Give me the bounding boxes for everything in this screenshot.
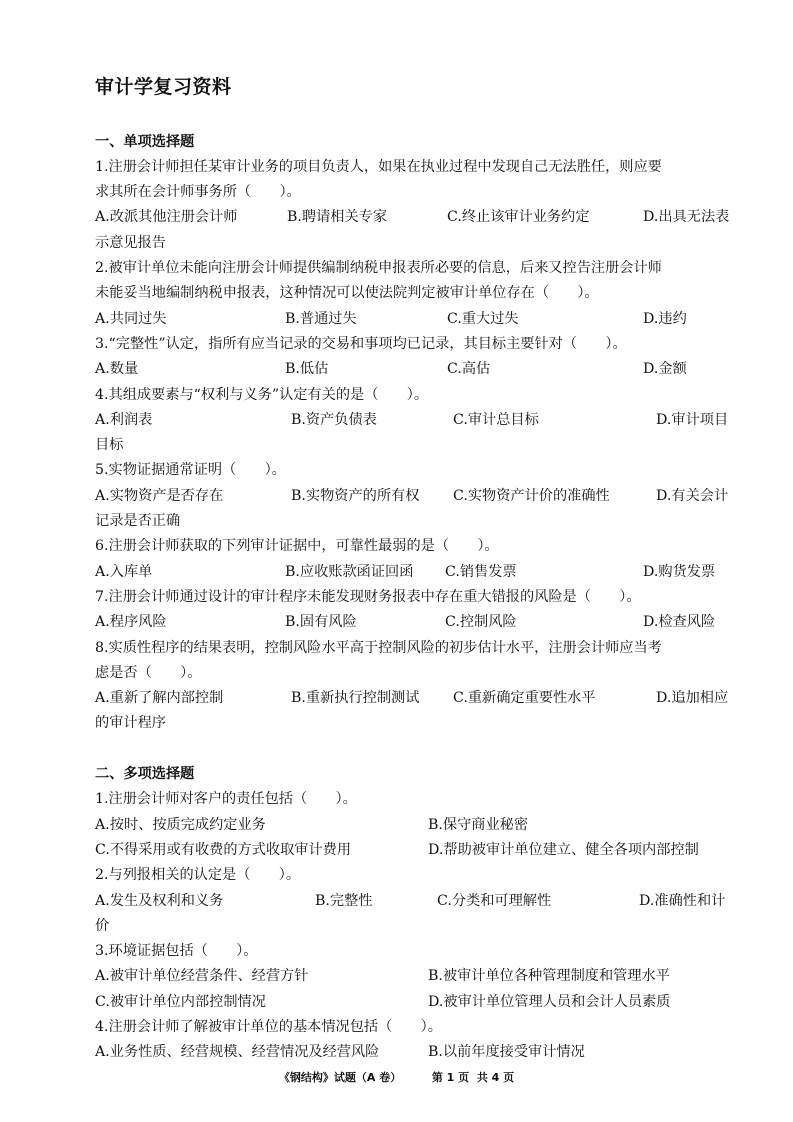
option-a: A.重新了解内部控制 [95,690,224,707]
option-b: B.保守商业秘密 [428,816,529,833]
option-wrap-text: 价 [95,917,110,934]
options-row [95,964,741,989]
option-a: A.程序风险 [95,614,167,631]
question-text: 1.注册会计师担任某审计业务的项目负责人，如果在执业过程中发现自己无法胜任，则应要 [95,158,662,175]
section-heading: 一、单项选择题 [95,133,195,150]
question-text: 2.被审计单位未能向注册会计师提供编制纳税申报表所必要的信息，后来又控告注册会计师 [95,260,662,276]
option-d: D.准确性和计 [639,892,726,909]
option-c: C.重新确定重要性水平 [453,690,596,707]
option-d: D.出具无法表 [643,209,730,226]
option-b: B.聘请相关专家 [287,209,388,226]
footer-exam-name: 《钢结构》试题（A 卷） [278,1071,402,1084]
option-a: A.业务性质、经营规模、经营情况及经营风险 [95,1044,380,1061]
option-a: A.实物资产是否存在 [95,487,224,504]
options-row [95,990,741,1015]
option-d: D.金额 [643,361,687,378]
question-text: 1.注册会计师对客户的责任包括（ ）。 [95,791,357,808]
options-row [95,1040,741,1065]
option-a: A.数量 [95,361,139,378]
option-d: D.被审计单位管理人员和会计人员素质 [428,993,671,1010]
option-d: D.审计项目 [656,411,729,428]
question-text: 未能妥当地编制纳税申报表，这种情况可以使法院判定被审计单位存在（ ）。 [95,285,599,302]
option-c: C.销售发票 [445,563,517,580]
option-b: B.应收账款函证回函 [285,563,414,580]
document-title: 审计学复习资料 [95,76,232,98]
question-text: 2.与列报相关的认定是（ ）。 [95,867,301,884]
option-c: C.高估 [447,361,491,378]
option-c: C.分类和可理解性 [437,892,552,909]
option-b: B.低估 [285,361,329,378]
options-row [95,610,741,635]
question-text: 虑是否（ ）。 [95,664,202,681]
options-row [95,484,741,509]
option-d: D.购货发票 [643,563,716,580]
option-wrap-text: 目标 [95,437,124,454]
option-c: C.被审计单位内部控制情况 [95,993,266,1010]
option-b: B.完整性 [315,892,373,909]
option-a: A.入库单 [95,563,153,580]
option-d: D.帮助被审计单位建立、健全各项内部控制 [428,841,699,858]
option-b: B.重新执行控制测试 [291,690,420,707]
option-b: B.实物资产的所有权 [291,487,420,504]
section-heading: 二、多项选择题 [95,766,195,782]
question-text: 3.“完整性”认定，指所有应当记录的交易和事项均已记录，其目标主要针对（ ）。 [95,335,627,352]
question-text: 求其所在会计师事务所（ ）。 [95,184,301,201]
option-a: A.利润表 [95,411,153,428]
option-b: B.固有风险 [285,614,357,631]
option-c: C.重大过失 [447,310,519,327]
options-row [95,205,741,230]
option-d: D.有关会计 [656,487,729,504]
option-d: D.追加相应 [656,690,729,707]
option-a: A.共同过失 [95,310,167,327]
options-row [95,307,741,332]
option-a: A.按时、按质完成约定业务 [95,816,266,833]
options-row [95,357,741,382]
question-text: 5.实物证据通常证明（ ）。 [95,462,286,479]
page-footer [0,1069,793,1085]
option-wrap-text: 的审计程序 [95,715,166,732]
options-row [95,889,741,914]
question-text: 3.环境证据包括（ ）。 [95,943,258,960]
option-c: C.实物资产计价的准确性 [453,487,610,504]
option-d: D.检查风险 [643,614,716,631]
option-c: C.不得采用或有收费的方式收取审计费用 [95,841,352,858]
options-row [95,560,741,585]
options-row [95,686,741,711]
option-a: A.改派其他注册会计师 [95,209,238,226]
question-text: 7.注册会计师通过设计的审计程序未能发现财务报表中存在重大错报的风险是（ ）。 [95,588,641,605]
option-b: B.普通过失 [285,310,357,327]
option-c: C.终止该审计业务约定 [447,209,590,226]
option-b: B.以前年度接受审计情况 [428,1044,585,1061]
option-a: A.被审计单位经营条件、经营方针 [95,968,309,985]
question-text: 6.注册会计师获取的下列审计证据中，可靠性最弱的是（ ）。 [95,538,499,555]
options-row [95,408,741,433]
question-text: 8.实质性程序的结果表明，控制风险水平高于控制风险的初步估计水平，注册会计师应当考 [95,639,662,656]
options-row [95,813,741,838]
question-text: 4.注册会计师了解被审计单位的基本情况包括（ ）。 [95,1019,442,1035]
option-wrap-text: 示意见报告 [95,234,166,251]
option-b: B.被审计单位各种管理制度和管理水平 [428,968,670,985]
footer-page-info: 第 1 页 共 4 页 [431,1071,515,1084]
options-row [95,838,741,863]
option-c: C.控制风险 [445,614,517,631]
option-d: D.违约 [643,310,687,327]
option-c: C.审计总目标 [453,411,539,428]
option-a: A.发生及权利和义务 [95,892,224,909]
option-wrap-text: 记录是否正确 [95,513,181,529]
question-text: 4.其组成要素与“权利与义务”认定有关的是（ ）。 [95,386,429,403]
option-b: B.资产负债表 [291,411,377,428]
